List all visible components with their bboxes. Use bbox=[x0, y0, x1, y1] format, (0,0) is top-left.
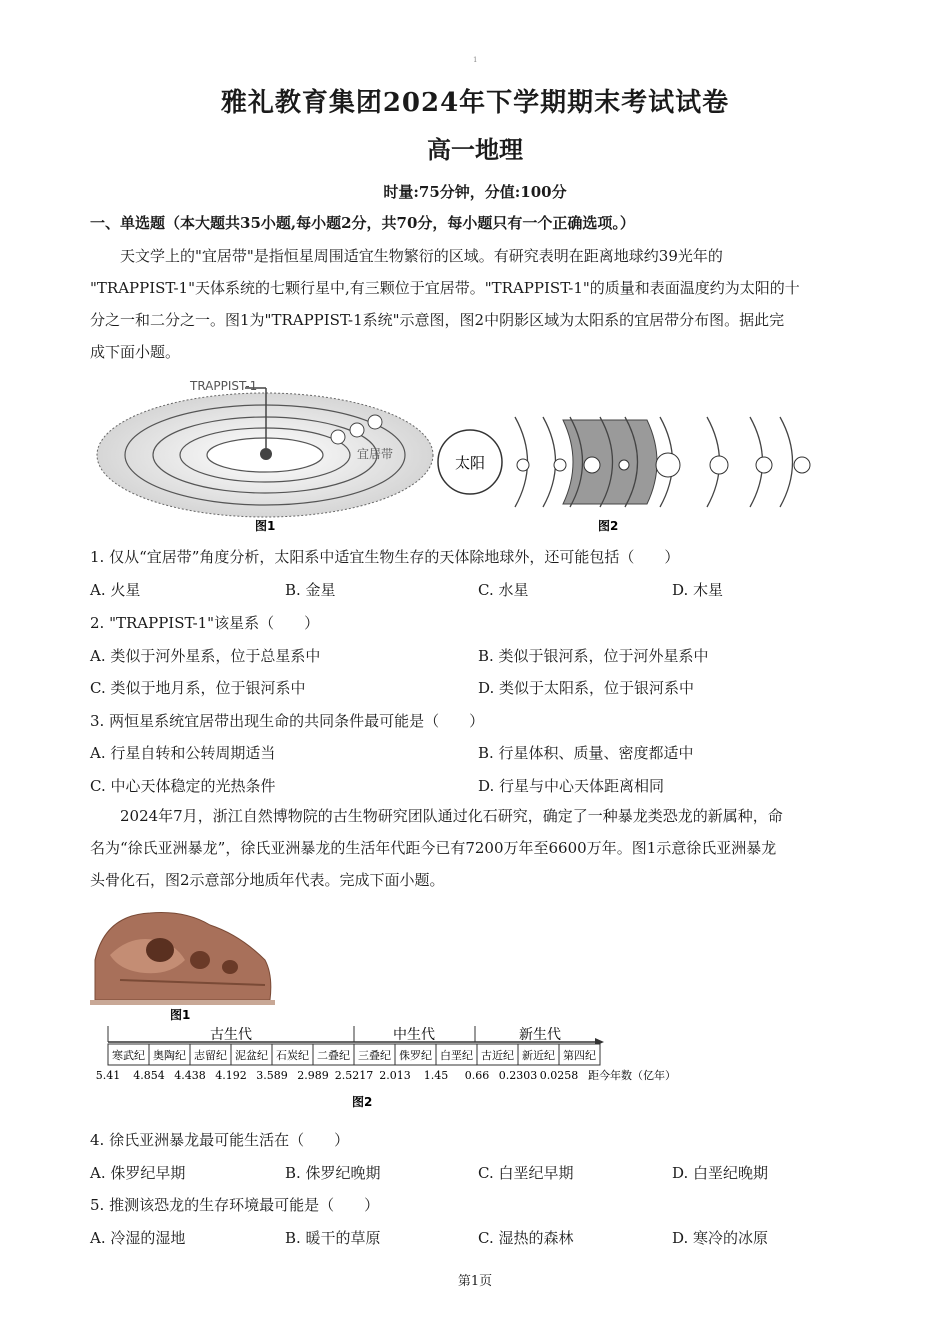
question-2-stem: 2. "TRAPPIST-1"该星系（ ） bbox=[90, 614, 320, 632]
exam-title: 雅礼教育集团2024年下学期期末考试试卷 bbox=[220, 88, 730, 118]
time-score: 时量:75分钟，分值:100分 bbox=[383, 183, 567, 201]
period-label: 古近纪 bbox=[481, 1049, 514, 1062]
q3-option-c[interactable]: C. 中心天体稳定的光热条件 bbox=[90, 777, 276, 795]
question-1-stem: 1. 仅从“宜居带”角度分析，太阳系中适宜生物生存的天体除地球外，还可能包括（ ） bbox=[90, 548, 680, 566]
passage-2-line: 2024年7月，浙江自然博物院的古生物研究团队通过化石研究，确定了一种暴龙类恐龙的新属种，命 bbox=[120, 807, 783, 825]
solar-system-diagram bbox=[438, 417, 810, 533]
q5-option-b[interactable]: B. 暖干的草原 bbox=[285, 1229, 381, 1247]
q3-option-d[interactable]: D. 行星与中心天体距离相同 bbox=[478, 777, 665, 795]
q4-option-d[interactable]: D. 白垩纪晚期 bbox=[672, 1164, 769, 1182]
passage-1-line: "TRAPPIST-1"天体系统的七颗行星中,有三颗位于宜居带。"TRAPPIST-1"的质量和表面温度约为太阳的十 bbox=[90, 279, 800, 297]
passage-2 bbox=[90, 800, 860, 896]
period-label: 寒武纪 bbox=[112, 1049, 145, 1062]
passage-2-line: 名为“徐氏亚洲暴龙”，徐氏亚洲暴龙的生活年代距今已有7200万年至6600万年。图1示意徐氏亚洲暴龙 bbox=[90, 839, 777, 857]
period-label: 第四纪 bbox=[563, 1049, 596, 1062]
period-label: 二叠纪 bbox=[317, 1049, 350, 1062]
geologic-timeline bbox=[90, 1022, 690, 1114]
era-cenozoic: 新生代 bbox=[519, 1027, 561, 1043]
q1-option-a[interactable]: A. 火星 bbox=[90, 581, 141, 599]
fig2-caption: 图2 bbox=[598, 519, 619, 533]
q2-option-d[interactable]: D. 类似于太阳系，位于银河系中 bbox=[478, 679, 695, 697]
habitable-zone-figure bbox=[95, 372, 855, 537]
q2-option-a[interactable]: A. 类似于河外星系，位于总星系中 bbox=[90, 647, 321, 665]
trappist-system-diagram bbox=[97, 379, 433, 533]
trappist-star bbox=[260, 448, 272, 460]
trappist-label: TRAPPIST-1 bbox=[190, 379, 258, 393]
era-mesozoic: 中生代 bbox=[393, 1027, 435, 1043]
age-label: 3.589 bbox=[256, 1069, 288, 1082]
q1-option-c[interactable]: C. 水星 bbox=[478, 581, 529, 599]
era-paleozoic: 古生代 bbox=[210, 1027, 252, 1043]
age-label: 0.0258 bbox=[539, 1069, 579, 1082]
q2-option-c[interactable]: C. 类似于地月系，位于银河系中 bbox=[90, 679, 306, 697]
passage-1-line: 分之一和二分之一。图1为"TRAPPIST-1系统"示意图，图2中阴影区域为太阳系的宜居带分布图。据此完 bbox=[90, 311, 785, 329]
question-4-stem: 4. 徐氏亚洲暴龙最可能生活在（ ） bbox=[90, 1131, 350, 1149]
age-labels bbox=[96, 1069, 579, 1082]
fig1-caption: 图1 bbox=[255, 519, 276, 533]
q1-option-b[interactable]: B. 金星 bbox=[285, 581, 336, 599]
age-label: 2.5217 bbox=[334, 1069, 374, 1082]
age-label: 1.45 bbox=[423, 1069, 449, 1082]
page-mark: 1 bbox=[473, 56, 478, 64]
timeline-caption: 图2 bbox=[352, 1095, 373, 1109]
age-label: 5.41 bbox=[95, 1069, 121, 1082]
period-label: 白垩纪 bbox=[440, 1049, 473, 1062]
q1-option-d[interactable]: D. 木星 bbox=[672, 581, 724, 599]
axis-label: 距今年数（亿年） bbox=[588, 1069, 676, 1082]
fossil-skull-image bbox=[90, 905, 275, 1025]
q5-option-c[interactable]: C. 湿热的森林 bbox=[478, 1229, 574, 1247]
question-3-stem: 3. 两恒星系统宜居带出现生命的共同条件最可能是（ ） bbox=[90, 712, 485, 730]
passage-1-line: 成下面小题。 bbox=[90, 343, 181, 361]
question-5-stem: 5. 推测该恐龙的生存环境最可能是（ ） bbox=[90, 1196, 380, 1214]
sun-label: 太阳 bbox=[454, 454, 486, 472]
period-label: 新近纪 bbox=[522, 1049, 555, 1062]
page-number: 第1页 bbox=[457, 1274, 493, 1289]
period-label: 奥陶纪 bbox=[153, 1049, 186, 1062]
q5-option-d[interactable]: D. 寒冷的冰原 bbox=[672, 1229, 769, 1247]
q3-option-b[interactable]: B. 行星体积、质量、密度都适中 bbox=[478, 744, 694, 762]
period-label: 侏罗纪 bbox=[399, 1049, 432, 1062]
age-label: 4.438 bbox=[174, 1069, 206, 1082]
period-label: 志留纪 bbox=[194, 1049, 227, 1062]
period-boxes bbox=[108, 1044, 600, 1065]
age-label: 4.192 bbox=[215, 1069, 247, 1082]
fossil-caption: 图1 bbox=[170, 1008, 191, 1022]
q5-option-a[interactable]: A. 冷湿的湿地 bbox=[90, 1229, 186, 1247]
passage-1-line: 天文学上的"宜居带"是指恒星周围适宜生物繁衍的区域。有研究表明在距离地球约39光年的 bbox=[120, 247, 723, 265]
age-label: 0.66 bbox=[464, 1069, 490, 1082]
passage-1 bbox=[90, 240, 860, 368]
period-label: 石炭纪 bbox=[276, 1049, 309, 1062]
q2-option-b[interactable]: B. 类似于银河系，位于河外星系中 bbox=[478, 647, 709, 665]
q4-option-a[interactable]: A. 侏罗纪早期 bbox=[90, 1164, 186, 1182]
period-label: 泥盆纪 bbox=[235, 1049, 268, 1062]
q3-option-a[interactable]: A. 行星自转和公转周期适当 bbox=[90, 744, 276, 762]
age-label: 0.2303 bbox=[498, 1069, 538, 1082]
exam-subject: 高一地理 bbox=[427, 135, 523, 164]
passage-2-line: 头骨化石，图2示意部分地质年代表。完成下面小题。 bbox=[90, 871, 445, 889]
section-heading: 一、单选题（本大题共35小题,每小题2分，共70分，每小题只有一个正确选项。） bbox=[90, 214, 635, 232]
period-label: 三叠纪 bbox=[358, 1049, 391, 1062]
habitable-zone-label: 宜居带 bbox=[357, 447, 394, 461]
age-label: 2.989 bbox=[297, 1069, 329, 1082]
q4-option-c[interactable]: C. 白垩纪早期 bbox=[478, 1164, 574, 1182]
age-label: 4.854 bbox=[133, 1069, 165, 1082]
q4-option-b[interactable]: B. 侏罗纪晚期 bbox=[285, 1164, 381, 1182]
age-label: 2.013 bbox=[379, 1069, 411, 1082]
